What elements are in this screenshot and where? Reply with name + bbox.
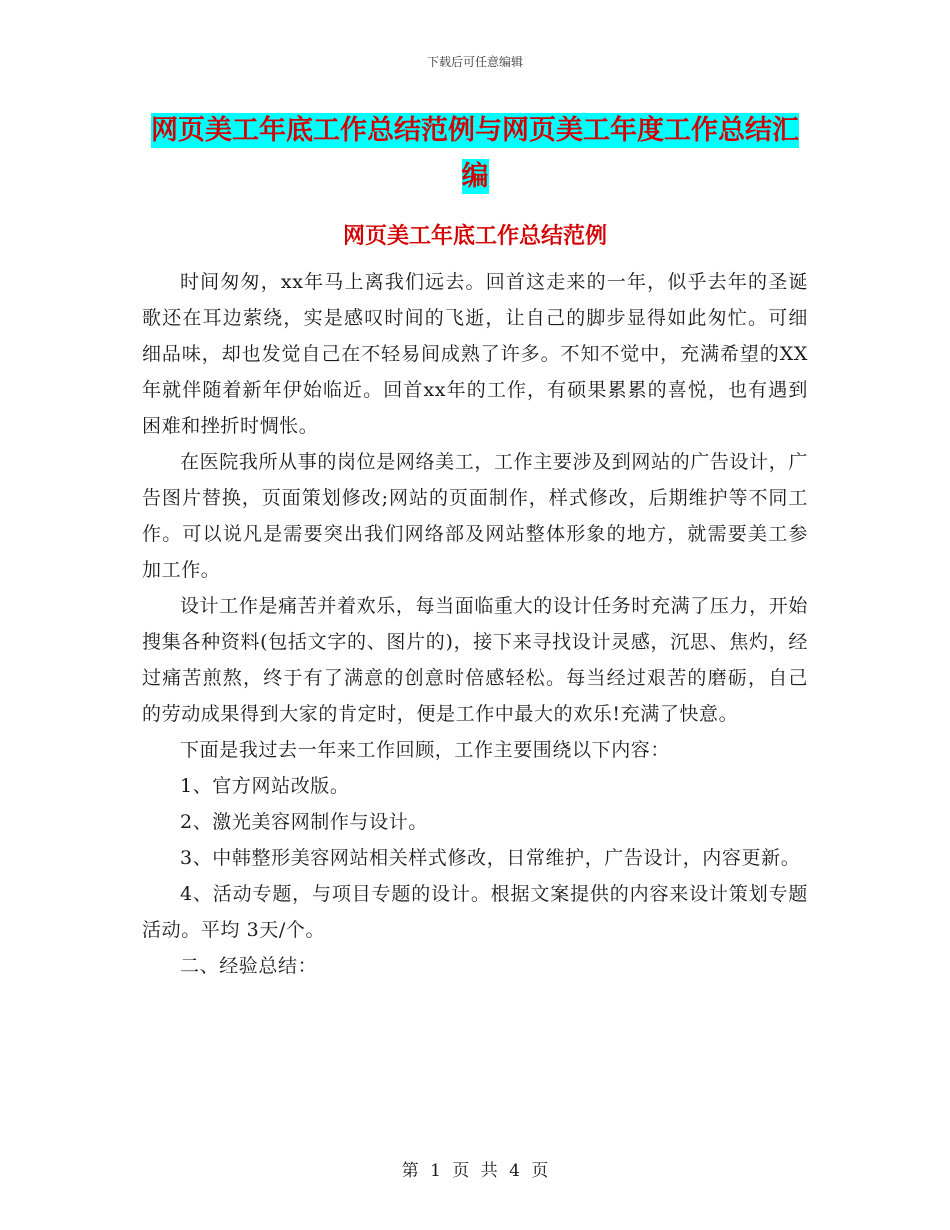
subheading: 二、经验总结： [180, 955, 318, 977]
list-item: 1、官方网站改版。 [180, 775, 350, 797]
document-body [142, 264, 808, 984]
list-item: 4、活动专题，与项目专题的设计。根据文案提供的内容来设计策划专题活动。平均 3天/个。 [142, 883, 808, 941]
list-item: 2、激光美容网制作与设计。 [180, 811, 428, 833]
paragraph: 下面是我过去一年来工作回顾，工作主要围绕以下内容： [180, 739, 671, 761]
header-note: 下载后可任意编辑 [426, 55, 523, 69]
paragraph: 设计工作是痛苦并着欢乐，每当面临重大的设计任务时充满了压力，开始搜集各种资料(包括文字的、图片的)，接下来寻找设计灵感，沉思、焦灼，经过痛苦煎熬，终于有了满意的创意时倍感轻松。每当经过艰苦的磨砺，自己的劳动成果得到大家的肯定时，便是工作中最大的欢乐!充满了快意。 [142, 595, 808, 725]
paragraph: 时间匆匆，xx年马上离我们远去。回首这走来的一年，似乎去年的圣诞歌还在耳边萦绕，实是感叹时间的飞逝，让自己的脚步显得如此匆忙。可细细品味，却也发觉自己在不轻易间成熟了许多。不知不觉中，充满希望的XX年就伴随着新年伊始临近。回首xx年的工作，有硕果累累的喜悦，也有遇到困难和挫折时惆怅。 [142, 271, 808, 437]
page-footer: 第 1 页 共 4 页 [401, 1161, 549, 1181]
document-title-text: 网页美工年底工作总结范例与网页美工年度工作总结汇编 [151, 115, 799, 192]
document-title [140, 108, 810, 200]
paragraph: 在医院我所从事的岗位是网络美工，工作主要涉及到网站的广告设计，广告图片替换，页面策划修改;网站的页面制作，样式修改，后期维护等不同工作。可以说凡是需要突出我们网络部及网站整体形象的地方，就需要美工参加工作。 [142, 451, 808, 581]
list-item: 3、中韩整形美容网站相关样式修改，日常维护，广告设计，内容更新。 [180, 847, 801, 869]
section-heading: 网页美工年底工作总结范例 [342, 224, 607, 249]
